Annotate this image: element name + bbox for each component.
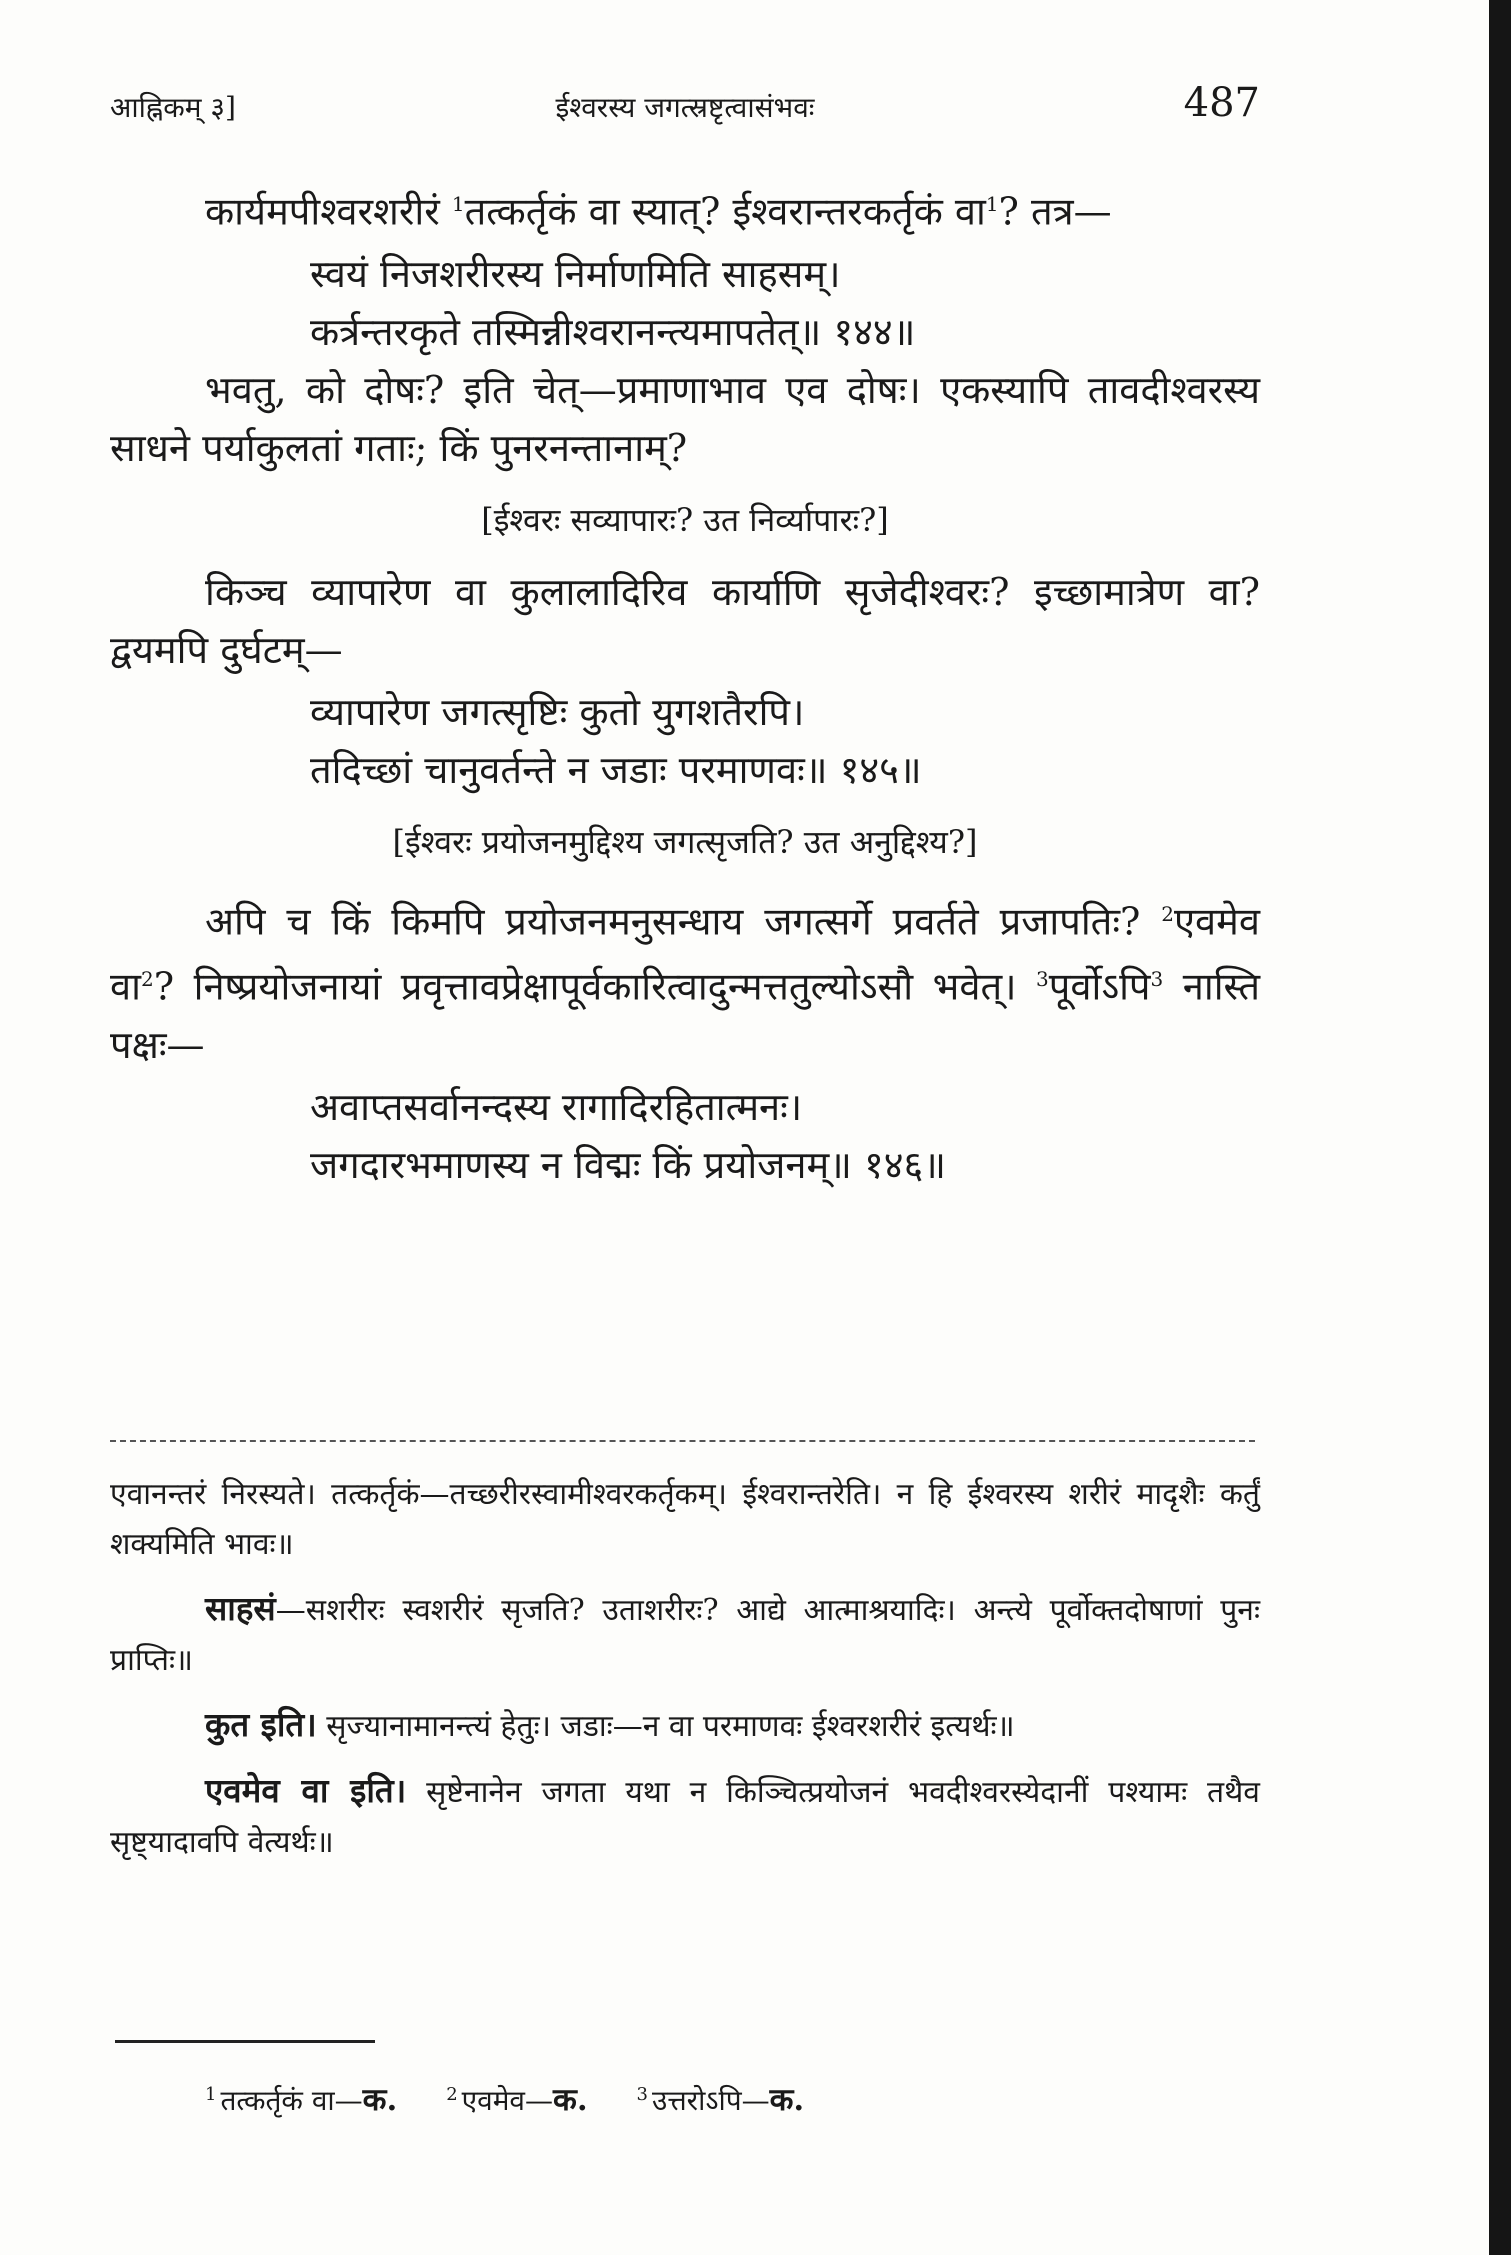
paragraph-3: किञ्च व्यापारेण वा कुलालादिरिव कार्याणि सृजेदीश्वरः? इच्छामात्रेण वा? द्वयमपि दुर्घटम्— bbox=[110, 569, 1260, 672]
page-number: 487 bbox=[1183, 80, 1260, 126]
commentary bbox=[110, 1470, 1260, 1882]
footnote-ref: 1 bbox=[451, 192, 465, 216]
footnote-1: $^1$ तत्कर्तृकं वा—क. bbox=[205, 2082, 398, 2118]
footnote-2: $^2$ एवमेव—क. bbox=[446, 2082, 588, 2118]
paragraph-4: अपि च किं किमपि प्रयोजनमनुसन्धाय जगत्सर्गे प्रवर्तते प्रजापतिः? $^2$एवमेव वा$^2$? निष्प्रयोजनायां प्रवृत्तावप्रेक्षापूर्वकारित्वादुन्मत्ततुल्योऽसौ भवेत्। $^3$पूर्वोऽपि$^3$ नास्ति पक्षः— bbox=[110, 899, 1260, 1067]
footnote-ref: 1 bbox=[985, 192, 999, 216]
footnote-ref: 2 bbox=[1161, 901, 1174, 926]
commentary-paragraph: एवमेव वा इति। सृष्टेनानेन जगता यथा न किञ्चित्प्रयोजनं भवदीश्वरस्येदानीं पश्यामः तथैव सृष्ट्यादावपि वेत्यर्थः॥ bbox=[110, 1771, 1260, 1860]
lemma: साहसं bbox=[205, 1589, 276, 1628]
verse-line: तदिच्छां चानुवर्तन्ते न जडाः परमाणवः॥ १४५॥ bbox=[310, 747, 922, 792]
paragraph-1: कार्यमपीश्वरशरीरं $^1$तत्कर्तृकं वा स्यात्? ईश्वरान्तरकर्तृकं वा$^1$? तत्र— bbox=[205, 189, 1112, 234]
verse-145 bbox=[110, 683, 1260, 799]
verse-line: जगदारभमाणस्य न विद्मः किं प्रयोजनम्॥ १४६॥ bbox=[310, 1142, 947, 1187]
verse-line: स्वयं निजशरीरस्य निर्माणमिति साहसम्। bbox=[310, 251, 841, 296]
commentary-paragraph: एवानन्तरं निरस्यते। तत्कर्तृकं—तच्छरीरस्वामीश्वरकर्तृकम्। ईश्वरान्तरेति। न हि ईश्वरस्य शरीरं मादृशैः कर्तुं शक्यमिति भावः॥ bbox=[110, 1477, 1260, 1562]
verse-144 bbox=[110, 245, 1260, 361]
verse-146 bbox=[110, 1078, 1260, 1194]
commentary-paragraph: साहसं—सशरीरः स्वशरीरं सृजति? उताशरीरः? आद्ये आत्माश्रयादिः। अन्त्ये पूर्वोक्तदोषाणां पुनः प्राप्तिः॥ bbox=[110, 1589, 1260, 1678]
commentary-divider bbox=[110, 1440, 1255, 1442]
paragraph-2: भवतु, को दोषः? इति चेत्—प्रमाणाभाव एव दोषः। एकस्यापि तावदीश्वरस्य साधने पर्याकुलतां गताः; किं पुनरनन्तानाम्? bbox=[110, 367, 1260, 470]
verse-line: व्यापारेण जगत्सृष्टिः कुतो युगशतैरपि। bbox=[310, 689, 805, 734]
footnote-rule bbox=[115, 2040, 375, 2043]
header-section: आह्निकम् ३] bbox=[110, 91, 236, 124]
footnotes bbox=[205, 2078, 844, 2120]
lemma: एवमेव वा इति। bbox=[205, 1771, 407, 1810]
verse-line: कर्त्रन्तरकृते तस्मिन्नीश्वरानन्त्यमापतेत्॥ १४४॥ bbox=[310, 309, 916, 354]
footnote-3: $^3$ उत्तरोऽपि—क. bbox=[636, 2082, 805, 2118]
main-text bbox=[110, 175, 1260, 1194]
footnote-ref: 2 bbox=[140, 967, 154, 992]
section-heading-2: [ईश्वरः प्रयोजनमुद्दिश्य जगत्सृजति? उत अनुद्दिश्य?] bbox=[392, 822, 978, 861]
commentary-paragraph: कुत इति। सृज्यानामानन्त्यं हेतुः। जडाः—न वा परमाणवः ईश्वरशरीरं इत्यर्थः॥ bbox=[205, 1705, 1015, 1744]
lemma: कुत इति। bbox=[205, 1705, 317, 1744]
running-header bbox=[110, 80, 1260, 140]
verse-line: अवाप्तसर्वानन्दस्य रागादिरहितात्मनः। bbox=[310, 1084, 803, 1129]
section-heading-1: [ईश्वरः सव्यापारः? उत निर्व्यापारः?] bbox=[481, 500, 889, 539]
page-edge-shadow bbox=[1489, 0, 1511, 2255]
footnote-ref: 3 bbox=[1150, 967, 1164, 992]
footnote-ref: 3 bbox=[1036, 967, 1049, 992]
header-title: ईश्वरस्य जगत्स्रष्टृत्वासंभवः bbox=[555, 91, 815, 124]
